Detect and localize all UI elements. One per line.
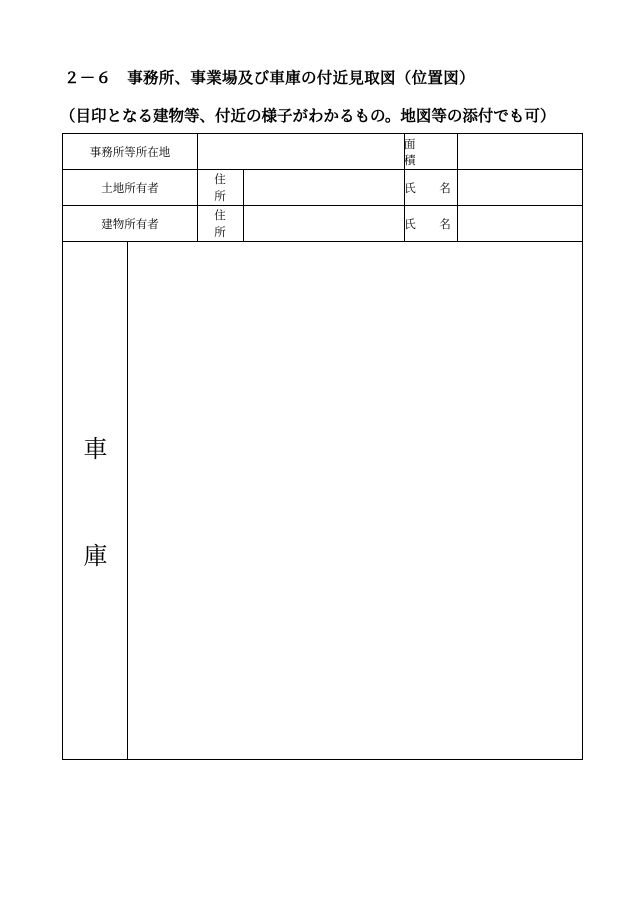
address-label-top: 住 [214,207,226,222]
garage-label-char-1: 車 [83,435,108,463]
page-subtitle: （目印となる建物等、付近の様子がわかるもの。地図等の添付でも可） [60,107,556,125]
address-label-bottom: 所 [214,224,226,239]
land-owner-label: 土地所有者 [101,180,159,195]
office-location-label: 事務所等所在地 [89,144,171,159]
building-owner-address-field[interactable] [244,206,404,241]
land-owner-name-field[interactable] [458,170,582,205]
office-location-field[interactable] [198,134,404,169]
page-title: ２－６ 事務所、事業場及び車庫の付近見取図（位置図） [64,69,475,87]
site-plan-form [62,133,583,760]
building-owner-name-label: 氏 名 [404,216,457,231]
address-label-bottom: 所 [214,188,226,203]
building-owner-label: 建物所有者 [101,216,159,231]
office-location-row [63,134,582,170]
garage-label-column [63,242,128,759]
garage-section [63,242,582,759]
building-owner-row [63,206,582,242]
garage-label-char-2: 庫 [83,542,108,570]
land-owner-address-field[interactable] [244,170,404,205]
area-label: 面 積 [404,136,443,167]
garage-map-area[interactable] [128,242,582,759]
area-field[interactable] [458,134,582,169]
building-owner-name-field[interactable] [458,206,582,241]
land-owner-name-label: 氏 名 [404,180,457,195]
land-owner-address-label [197,170,243,205]
land-owner-row [63,170,582,206]
address-label-top: 住 [214,171,226,186]
building-owner-address-label [197,206,243,241]
